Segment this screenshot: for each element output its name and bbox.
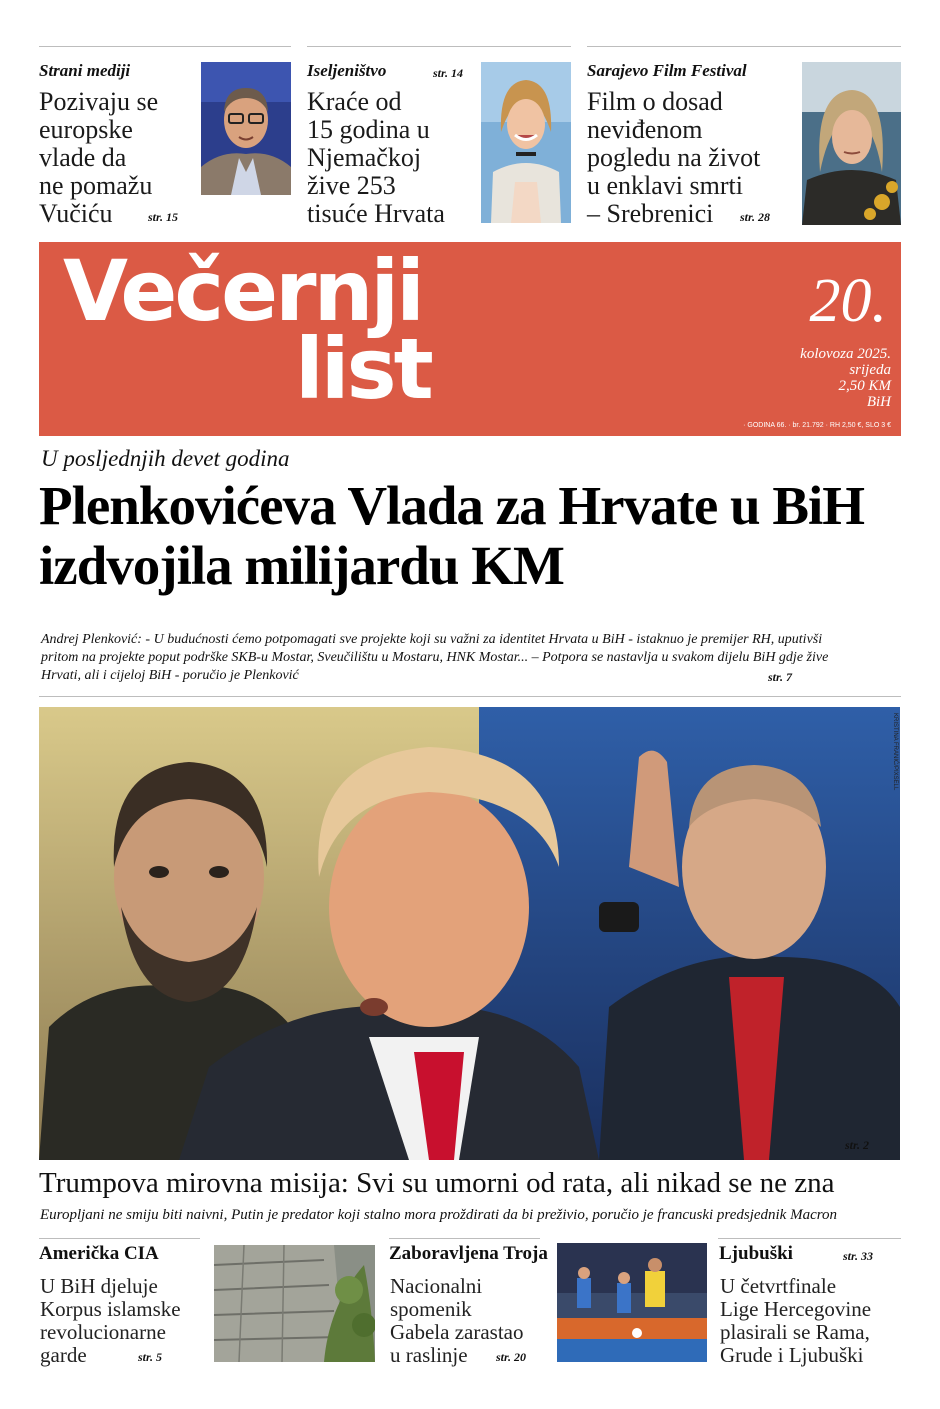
page-reference: str. 14 (433, 66, 464, 80)
lead-headline: Plenkovićeva Vlada za Hrvate u BiH izdvojila milijardu KM (39, 475, 865, 596)
page-reference: str. 20 (496, 1350, 527, 1364)
teaser-headline: U BiH djeluje Korpus islamske revolucionarne garde (40, 1274, 181, 1367)
divider (39, 696, 901, 697)
stone-ruins-photo (214, 1245, 375, 1362)
divider (39, 1238, 200, 1239)
logo-line-2: list (295, 320, 431, 418)
logo-line-1: Večernji (63, 242, 422, 340)
teaser-headline: Pozivaju se europske vlade da ne pomažu Vučiću (39, 87, 159, 228)
page-reference: str. 7 (768, 670, 793, 684)
page-reference: str. 5 (138, 1350, 163, 1364)
divider (39, 46, 291, 47)
teaser-headline: Kraće od 15 godina u Njemačkoj žive 253 tisuće Hrvata (307, 87, 445, 228)
price: 2,50 KM (838, 378, 891, 394)
issue-day: 20. (809, 267, 887, 335)
lead-deck: Andrej Plenković: - U budućnosti ćemo potpomagati sve projekte koji su važni za identitet Hrvata u BiH - istaknuo je premijer RH, uputivši pritom na projekte poput podrške SKB-u Mostar, Sveučilištu u Mostaru, HNK Mostar... – Potpora se nastavlja u svakom dijelu BiH gdje žive Hrvati, ali i cijeloj BiH - poručio je Plenković (41, 632, 829, 683)
teaser-headline: Film o dosad neviđenom pogledu na život u enklavi smrti – Srebrenici (587, 87, 761, 228)
divider (307, 46, 571, 47)
region: BiH (866, 394, 891, 410)
section-label: Američka CIA (39, 1243, 159, 1264)
section-label: Sarajevo Film Festival (587, 61, 747, 80)
page-reference: str. 2 (845, 1138, 870, 1152)
section-label: Zaboravljena Troja (389, 1243, 548, 1264)
divider (389, 1238, 540, 1239)
photo-subcaption: Europljani ne smiju biti naivni, Putin je predator koji stalno mora proždirati da bi preživio, poručio je francuski predsjednik Macron (40, 1207, 838, 1223)
edition-info: · GODINA 66. · br. 21.792 · RH 2,50 €, SLO 3 € (743, 422, 891, 429)
month-year: kolovoza 2025. (800, 346, 891, 362)
photo-credit: KRISTINA FRANIĆ/PIXSELL (892, 713, 898, 791)
divider (718, 1238, 901, 1239)
section-label: Iseljeništvo (307, 61, 387, 80)
weekday: srijeda (849, 362, 891, 378)
section-label: Strani mediji (39, 61, 131, 80)
page-reference: str. 33 (843, 1249, 874, 1263)
page-reference: str. 28 (740, 210, 771, 224)
teaser-headline: Nacionalni spomenik Gabela zarastao u raslinje (390, 1274, 524, 1367)
futsal-match-photo (557, 1243, 707, 1362)
page-reference: str. 15 (148, 210, 179, 224)
divider (587, 46, 901, 47)
lead-kicker: U posljednjih devet godina (41, 446, 290, 471)
masthead (39, 242, 901, 436)
teaser-headline: U četvrtfinale Lige Hercegovine plasirali se Rama, Grude i Ljubuški (720, 1274, 872, 1367)
issue-details (800, 346, 891, 410)
woman-dirndl-photo (481, 62, 571, 223)
photo-caption-headline: Trumpova mirovna misija: Svi su umorni od rata, ali nikad se ne zna (39, 1167, 835, 1199)
woman-portrait-photo (802, 62, 901, 225)
newspaper-logo[interactable] (63, 242, 431, 418)
section-label: Ljubuški (719, 1243, 793, 1264)
main-photo-leaders-illustration[interactable] (39, 707, 900, 1160)
vucic-portrait-photo (201, 62, 291, 195)
